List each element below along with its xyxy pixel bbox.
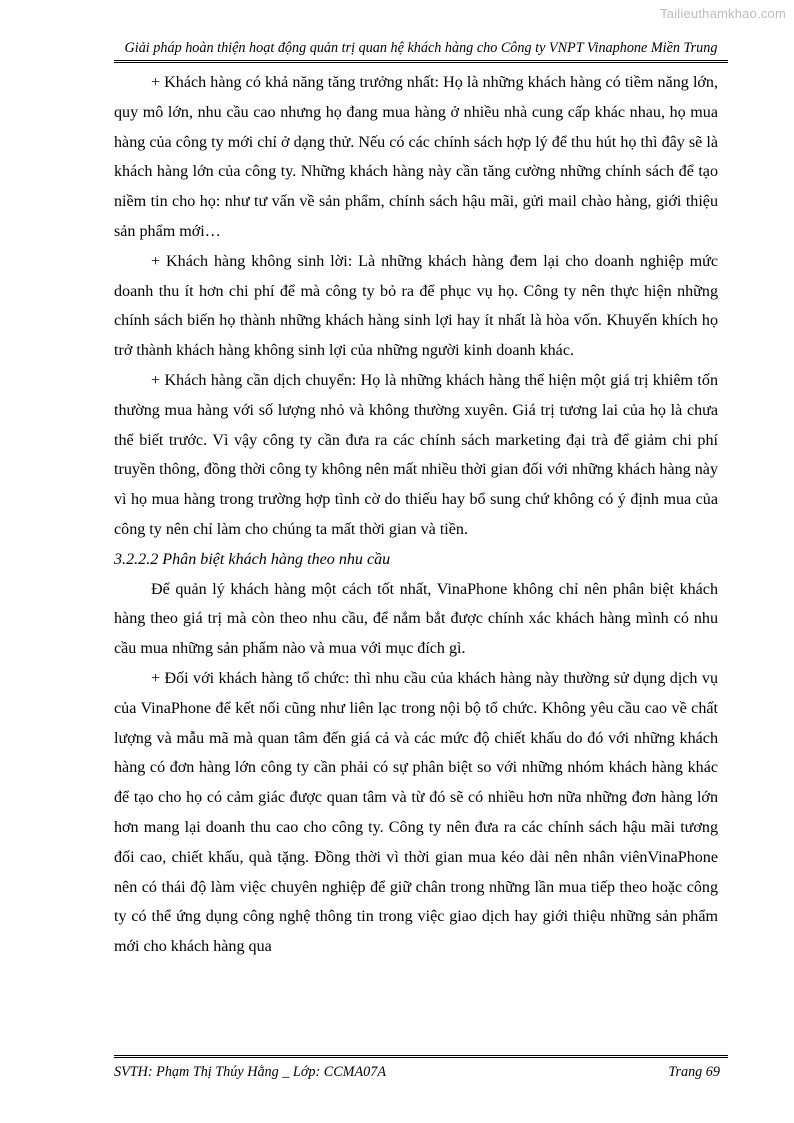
paragraph-shift-customers: + Khách hàng cần dịch chuyển: Họ là những khách hàng thể hiện một giá trị khiêm tốn thường mua hàng với số lượng nhỏ và không thường xuyên. Giá trị tương lai của họ là chưa thể biết trước. Vì vậy công ty cần đưa ra các chính sách marketing đại trà để giảm chi phí truyền thông, đồng thời công ty không nên mất nhiều thời gian đối với những khách hàng này vì họ mua hàng trong trường hợp tình cờ do thiếu hay bổ sung chứ không có ý định mua của công ty nên chỉ làm cho chúng ta mất thời gian và tiền. [114,371,718,538]
header-divider [114,60,728,63]
paragraph-growth-customers: + Khách hàng có khả năng tăng trưởng nhất: Họ là những khách hàng có tiềm năng lớn, quy mô lớn, nhu cầu cao nhưng họ đang mua hàng ở nhiều nhà cung cấp khác nhau, họ mua hàng của công ty mới chỉ ở dạng thử. Nếu có các chính sách hợp lý để thu hút họ thì đây sẽ là khách hàng lớn của công ty. Những khách hàng này cần tăng cường những chính sách để tạo niềm tin cho họ: như tư vấn về sản phẩm, chính sách hậu mãi, gửi mail chào hàng, giới thiệu sản phẩm mới… [114,74,718,240]
section-heading: 3.2.2.2 Phân biệt khách hàng theo nhu cầu [114,550,391,568]
watermark: Tailieuthamkhao.com [660,6,786,21]
paragraph-unprofitable-customers: + Khách hàng không sinh lời: Là những khách hàng đem lại cho doanh nghiệp mức doanh thu ít hơn chi phí để mà công ty bỏ ra để phục vụ họ. Công ty nên thực hiện những chính sách biến họ thành những khách hàng sinh lợi hay ít nhất là hòa vốn. Khuyến khích họ trở thành khách hàng không sinh lợi của những người kinh doanh khác. [114,252,718,360]
paragraph-organization-customers: + Đối với khách hàng tổ chức: thì nhu cầu của khách hàng này thường sử dụng dịch vụ của VinaPhone để kết nối cũng như liên lạc trong nội bộ tổ chức. Không yêu cầu cao về chất lượng và mẫu mã mà quan tâm đến giá cả và các mức độ chiết khấu do đó với những khách hàng có đơn hàng lớn công ty cần phải có sự phân biệt so với những nhóm khách hàng khác để tạo cho họ có cảm giác được quan tâm và từ đó sẽ có nhiều hơn nữa những đơn hàng lớn hơn mang lại doanh thu cao cho công ty. Công ty nên đưa ra các chính sách hậu mãi tương đối cao, chiết khấu, quà tặng. Đồng thời vì thời gian mua kéo dài nên nhân viênVinaPhone nên có thái độ làm việc chuyên nghiệp để giữ chân trong những lần mua tiếp theo hoặc công ty có thể ứng dụng công nghệ thông tin trong việc giao dịch hay giới thiệu những sản phẩm mới cho khách hàng qua [114,669,718,956]
paragraph-needs-intro: Để quản lý khách hàng một cách tốt nhất, VinaPhone không chỉ nên phân biệt khách hàng theo giá trị mà còn theo nhu cầu, để nắm bắt được chính xác khách hàng mình có nhu cầu mua những sản phẩm nào và mua với mục đích gì. [114,580,718,658]
footer-author: SVTH: Phạm Thị Thúy Hằng _ Lớp: CCMA07A [114,1064,387,1080]
page-footer [114,1064,720,1081]
footer-divider [114,1055,728,1058]
document-body [114,68,718,962]
page-number: Trang 69 [668,1064,720,1080]
page-header: Giải pháp hoàn thiện hoạt động quản trị quan hệ khách hàng cho Công ty VNPT Vinaphone Miền Trung [124,40,718,56]
